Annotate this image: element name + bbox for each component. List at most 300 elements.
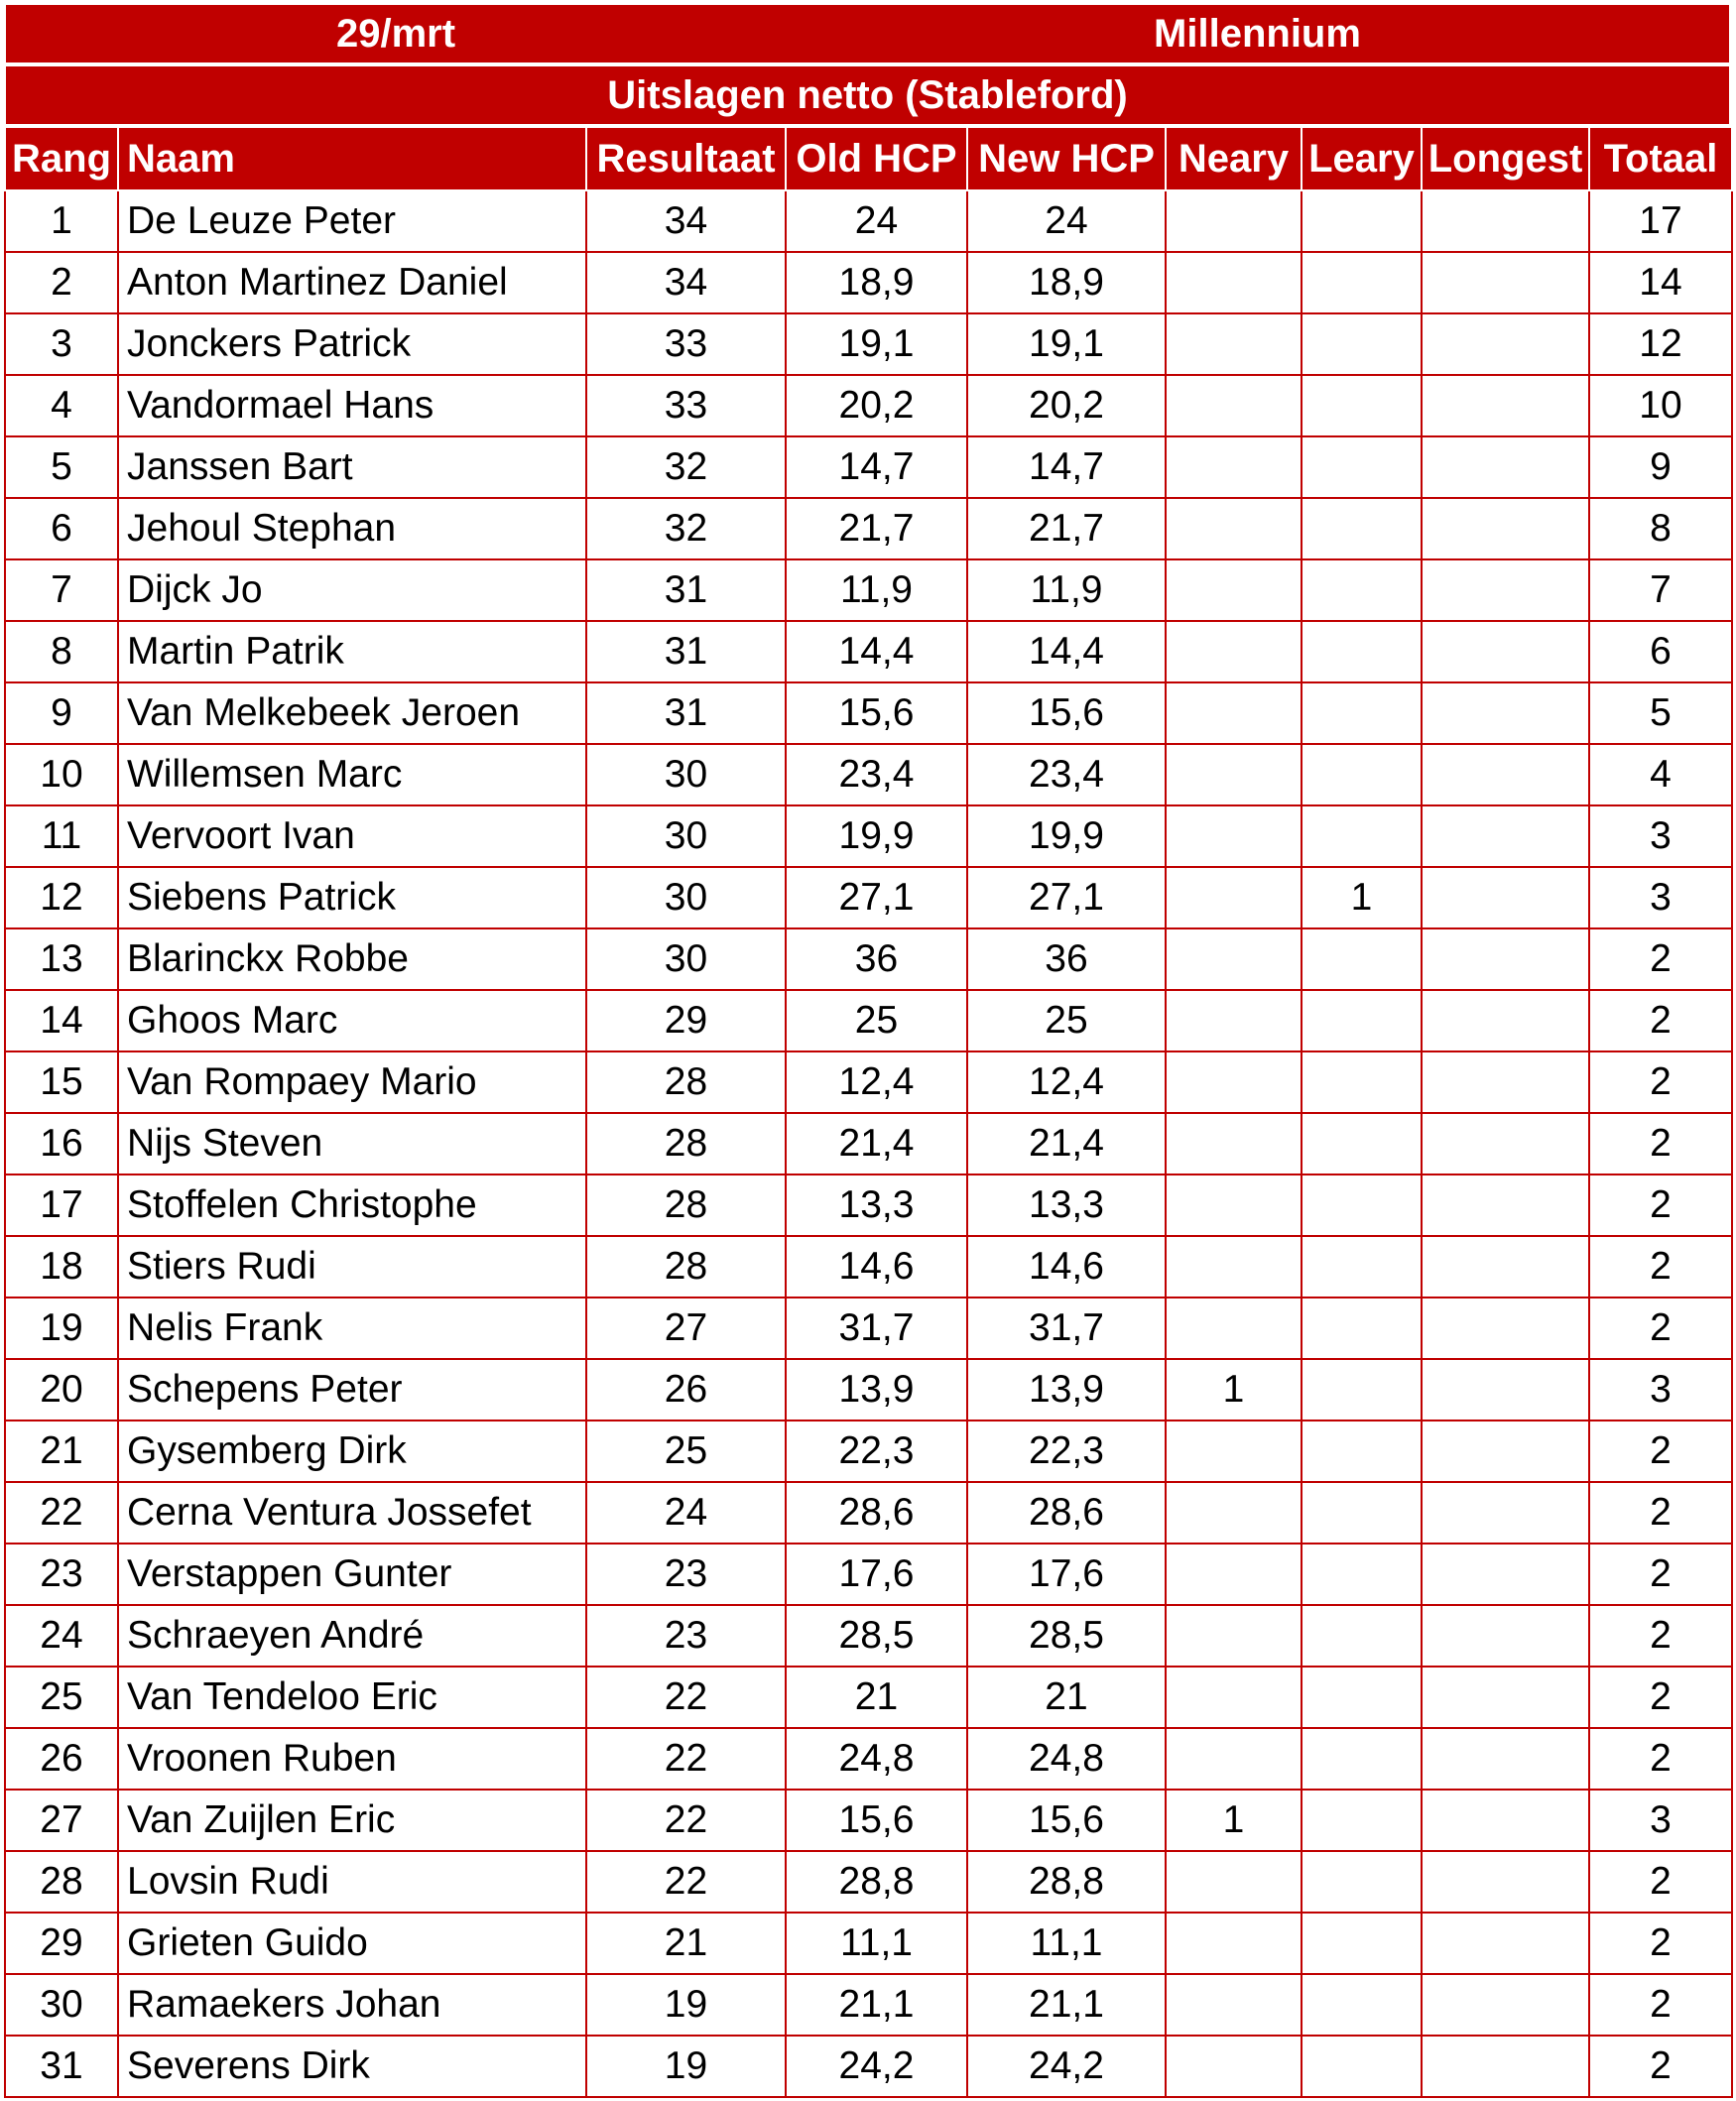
longest-cell [1422, 1421, 1589, 1482]
neary-cell [1166, 1851, 1302, 1913]
longest-cell [1422, 928, 1589, 990]
name-cell: Blarinckx Robbe [118, 928, 586, 990]
table-row [5, 375, 1732, 436]
table-row [5, 1913, 1732, 1974]
col-header-totaal: Totaal [1589, 127, 1732, 190]
neary-cell [1166, 1544, 1302, 1605]
total-cell: 3 [1589, 1359, 1732, 1421]
longest-cell [1422, 682, 1589, 744]
leary-cell [1302, 1482, 1422, 1544]
longest-cell [1422, 1913, 1589, 1974]
old-hcp-cell: 24 [786, 190, 967, 252]
new-hcp-cell: 25 [967, 990, 1166, 1051]
result-cell: 32 [586, 498, 786, 559]
total-cell: 2 [1589, 1236, 1732, 1298]
subtitle-label: Uitslagen netto (Stableford) [607, 73, 1128, 117]
name-cell: Jehoul Stephan [118, 498, 586, 559]
neary-cell: 1 [1166, 1359, 1302, 1421]
old-hcp-cell: 17,6 [786, 1544, 967, 1605]
result-cell: 26 [586, 1359, 786, 1421]
result-cell: 30 [586, 928, 786, 990]
result-cell: 31 [586, 682, 786, 744]
table-row [5, 682, 1732, 744]
new-hcp-cell: 14,6 [967, 1236, 1166, 1298]
total-cell: 2 [1589, 1544, 1732, 1605]
name-cell: Siebens Patrick [118, 867, 586, 928]
col-header-naam: Naam [118, 127, 586, 190]
longest-cell [1422, 498, 1589, 559]
total-cell: 2 [1589, 1298, 1732, 1359]
result-cell: 33 [586, 313, 786, 375]
leary-cell [1302, 1298, 1422, 1359]
longest-cell [1422, 1236, 1589, 1298]
old-hcp-cell: 28,8 [786, 1851, 967, 1913]
longest-cell [1422, 1667, 1589, 1728]
total-cell: 2 [1589, 1728, 1732, 1790]
total-cell: 5 [1589, 682, 1732, 744]
total-cell: 2 [1589, 1113, 1732, 1174]
name-cell: Gysemberg Dirk [118, 1421, 586, 1482]
leary-cell [1302, 498, 1422, 559]
col-header-neary: Neary [1166, 127, 1302, 190]
longest-cell [1422, 190, 1589, 252]
new-hcp-cell: 28,8 [967, 1851, 1166, 1913]
leary-cell [1302, 1544, 1422, 1605]
table-row [5, 2036, 1732, 2097]
rank-cell: 4 [5, 375, 118, 436]
new-hcp-cell: 27,1 [967, 867, 1166, 928]
old-hcp-cell: 12,4 [786, 1051, 967, 1113]
col-header-resultaat: Resultaat [586, 127, 786, 190]
table-row [5, 1728, 1732, 1790]
result-cell: 34 [586, 190, 786, 252]
old-hcp-cell: 22,3 [786, 1421, 967, 1482]
name-cell: Ramaekers Johan [118, 1974, 586, 2036]
leary-cell [1302, 1605, 1422, 1667]
leary-cell [1302, 744, 1422, 805]
total-cell: 2 [1589, 990, 1732, 1051]
neary-cell [1166, 990, 1302, 1051]
longest-cell [1422, 621, 1589, 682]
result-cell: 30 [586, 744, 786, 805]
longest-cell [1422, 1790, 1589, 1851]
name-cell: Nelis Frank [118, 1298, 586, 1359]
leary-cell [1302, 436, 1422, 498]
old-hcp-cell: 13,9 [786, 1359, 967, 1421]
name-cell: Van Tendeloo Eric [118, 1667, 586, 1728]
table-row [5, 1482, 1732, 1544]
leary-cell [1302, 1236, 1422, 1298]
neary-cell [1166, 1913, 1302, 1974]
leary-cell [1302, 252, 1422, 313]
rank-cell: 11 [5, 805, 118, 867]
new-hcp-cell: 21 [967, 1667, 1166, 1728]
leary-cell [1302, 1790, 1422, 1851]
leary-cell [1302, 1913, 1422, 1974]
neary-cell [1166, 805, 1302, 867]
rank-cell: 19 [5, 1298, 118, 1359]
name-cell: Schraeyen André [118, 1605, 586, 1667]
total-cell: 4 [1589, 744, 1732, 805]
longest-cell [1422, 1482, 1589, 1544]
total-cell: 2 [1589, 1605, 1732, 1667]
total-cell: 6 [1589, 621, 1732, 682]
longest-cell [1422, 744, 1589, 805]
date-label: 29/mrt [335, 12, 456, 56]
table-row [5, 313, 1732, 375]
old-hcp-cell: 31,7 [786, 1298, 967, 1359]
rank-cell: 16 [5, 1113, 118, 1174]
longest-cell [1422, 1974, 1589, 2036]
results-table [4, 126, 1733, 2098]
neary-cell [1166, 682, 1302, 744]
total-cell: 9 [1589, 436, 1732, 498]
neary-cell [1166, 744, 1302, 805]
neary-cell [1166, 1728, 1302, 1790]
rank-cell: 18 [5, 1236, 118, 1298]
old-hcp-cell: 19,1 [786, 313, 967, 375]
name-cell: Janssen Bart [118, 436, 586, 498]
name-cell: Van Zuijlen Eric [118, 1790, 586, 1851]
total-cell: 8 [1589, 498, 1732, 559]
old-hcp-cell: 21,4 [786, 1113, 967, 1174]
table-row [5, 928, 1732, 990]
name-cell: Cerna Ventura Jossefet [118, 1482, 586, 1544]
old-hcp-cell: 11,9 [786, 559, 967, 621]
total-cell: 2 [1589, 2036, 1732, 2097]
result-cell: 22 [586, 1851, 786, 1913]
neary-cell [1166, 375, 1302, 436]
result-cell: 19 [586, 1974, 786, 2036]
name-cell: De Leuze Peter [118, 190, 586, 252]
result-cell: 31 [586, 621, 786, 682]
rank-cell: 2 [5, 252, 118, 313]
name-cell: Van Rompaey Mario [118, 1051, 586, 1113]
neary-cell [1166, 867, 1302, 928]
new-hcp-cell: 36 [967, 928, 1166, 990]
old-hcp-cell: 28,6 [786, 1482, 967, 1544]
result-cell: 28 [586, 1174, 786, 1236]
longest-cell [1422, 436, 1589, 498]
neary-cell [1166, 1605, 1302, 1667]
total-cell: 2 [1589, 1667, 1732, 1728]
result-cell: 22 [586, 1667, 786, 1728]
table-row [5, 867, 1732, 928]
old-hcp-cell: 19,9 [786, 805, 967, 867]
neary-cell [1166, 1113, 1302, 1174]
old-hcp-cell: 36 [786, 928, 967, 990]
old-hcp-cell: 25 [786, 990, 967, 1051]
longest-cell [1422, 313, 1589, 375]
result-cell: 25 [586, 1421, 786, 1482]
result-cell: 23 [586, 1544, 786, 1605]
leary-cell [1302, 313, 1422, 375]
neary-cell [1166, 498, 1302, 559]
result-cell: 21 [586, 1913, 786, 1974]
old-hcp-cell: 21,7 [786, 498, 967, 559]
new-hcp-cell: 14,4 [967, 621, 1166, 682]
neary-cell [1166, 1421, 1302, 1482]
rank-cell: 21 [5, 1421, 118, 1482]
result-cell: 32 [586, 436, 786, 498]
leary-cell [1302, 1667, 1422, 1728]
total-cell: 3 [1589, 805, 1732, 867]
neary-cell [1166, 1482, 1302, 1544]
rank-cell: 12 [5, 867, 118, 928]
result-cell: 30 [586, 805, 786, 867]
total-cell: 17 [1589, 190, 1732, 252]
longest-cell [1422, 1544, 1589, 1605]
result-cell: 19 [586, 2036, 786, 2097]
new-hcp-cell: 23,4 [967, 744, 1166, 805]
rank-cell: 8 [5, 621, 118, 682]
longest-cell [1422, 1051, 1589, 1113]
total-cell: 14 [1589, 252, 1732, 313]
neary-cell [1166, 928, 1302, 990]
table-row [5, 621, 1732, 682]
old-hcp-cell: 15,6 [786, 682, 967, 744]
total-cell: 10 [1589, 375, 1732, 436]
name-cell: Willemsen Marc [118, 744, 586, 805]
leary-cell [1302, 190, 1422, 252]
new-hcp-cell: 28,5 [967, 1605, 1166, 1667]
name-cell: Jonckers Patrick [118, 313, 586, 375]
table-row [5, 1667, 1732, 1728]
name-cell: Vandormael Hans [118, 375, 586, 436]
new-hcp-cell: 24,2 [967, 2036, 1166, 2097]
table-row [5, 744, 1732, 805]
new-hcp-cell: 24 [967, 190, 1166, 252]
old-hcp-cell: 14,4 [786, 621, 967, 682]
longest-cell [1422, 375, 1589, 436]
neary-cell [1166, 1667, 1302, 1728]
longest-cell [1422, 1174, 1589, 1236]
new-hcp-cell: 20,2 [967, 375, 1166, 436]
total-cell: 2 [1589, 1051, 1732, 1113]
new-hcp-cell: 31,7 [967, 1298, 1166, 1359]
leary-cell [1302, 1113, 1422, 1174]
table-row [5, 1974, 1732, 2036]
rank-cell: 15 [5, 1051, 118, 1113]
neary-cell [1166, 1974, 1302, 2036]
old-hcp-cell: 14,6 [786, 1236, 967, 1298]
rank-cell: 10 [5, 744, 118, 805]
new-hcp-cell: 19,9 [967, 805, 1166, 867]
name-cell: Stoffelen Christophe [118, 1174, 586, 1236]
result-cell: 28 [586, 1236, 786, 1298]
total-cell: 2 [1589, 1974, 1732, 2036]
name-cell: Ghoos Marc [118, 990, 586, 1051]
new-hcp-cell: 14,7 [967, 436, 1166, 498]
col-header-leary: Leary [1302, 127, 1422, 190]
longest-cell [1422, 1359, 1589, 1421]
old-hcp-cell: 27,1 [786, 867, 967, 928]
old-hcp-cell: 28,5 [786, 1605, 967, 1667]
new-hcp-cell: 18,9 [967, 252, 1166, 313]
new-hcp-cell: 21,4 [967, 1113, 1166, 1174]
col-header-longest: Longest [1422, 127, 1589, 190]
old-hcp-cell: 21 [786, 1667, 967, 1728]
longest-cell [1422, 805, 1589, 867]
neary-cell: 1 [1166, 1790, 1302, 1851]
name-cell: Grieten Guido [118, 1913, 586, 1974]
table-row [5, 436, 1732, 498]
rank-cell: 24 [5, 1605, 118, 1667]
course-label: Millennium [1154, 12, 1361, 56]
rank-cell: 25 [5, 1667, 118, 1728]
leary-cell [1302, 1174, 1422, 1236]
leary-cell [1302, 1974, 1422, 2036]
leary-cell [1302, 1051, 1422, 1113]
leary-cell [1302, 1728, 1422, 1790]
old-hcp-cell: 18,9 [786, 252, 967, 313]
leary-cell [1302, 805, 1422, 867]
leary-cell [1302, 990, 1422, 1051]
rank-cell: 30 [5, 1974, 118, 2036]
neary-cell [1166, 252, 1302, 313]
new-hcp-cell: 13,3 [967, 1174, 1166, 1236]
leary-cell [1302, 621, 1422, 682]
total-cell: 2 [1589, 1913, 1732, 1974]
total-cell: 12 [1589, 313, 1732, 375]
neary-cell [1166, 559, 1302, 621]
new-hcp-cell: 21,1 [967, 1974, 1166, 2036]
results-body [5, 190, 1732, 2097]
table-row [5, 252, 1732, 313]
longest-cell [1422, 1605, 1589, 1667]
old-hcp-cell: 13,3 [786, 1174, 967, 1236]
col-header-old-hcp: Old HCP [786, 127, 967, 190]
rank-cell: 14 [5, 990, 118, 1051]
new-hcp-cell: 22,3 [967, 1421, 1166, 1482]
rank-cell: 22 [5, 1482, 118, 1544]
neary-cell [1166, 313, 1302, 375]
old-hcp-cell: 24,2 [786, 2036, 967, 2097]
neary-cell [1166, 190, 1302, 252]
name-cell: Dijck Jo [118, 559, 586, 621]
leary-cell [1302, 1359, 1422, 1421]
col-header-new-hcp: New HCP [967, 127, 1166, 190]
name-cell: Stiers Rudi [118, 1236, 586, 1298]
result-cell: 28 [586, 1113, 786, 1174]
neary-cell [1166, 2036, 1302, 2097]
name-cell: Verstappen Gunter [118, 1544, 586, 1605]
name-cell: Anton Martinez Daniel [118, 252, 586, 313]
neary-cell [1166, 1236, 1302, 1298]
table-row [5, 190, 1732, 252]
total-cell: 2 [1589, 1421, 1732, 1482]
neary-cell [1166, 1298, 1302, 1359]
result-cell: 22 [586, 1728, 786, 1790]
new-hcp-cell: 17,6 [967, 1544, 1166, 1605]
result-cell: 31 [586, 559, 786, 621]
longest-cell [1422, 1851, 1589, 1913]
table-row [5, 1851, 1732, 1913]
name-cell: Van Melkebeek Jeroen [118, 682, 586, 744]
rank-cell: 23 [5, 1544, 118, 1605]
longest-cell [1422, 1728, 1589, 1790]
rank-cell: 20 [5, 1359, 118, 1421]
old-hcp-cell: 23,4 [786, 744, 967, 805]
leary-cell [1302, 375, 1422, 436]
table-row [5, 1298, 1732, 1359]
table-row [5, 498, 1732, 559]
longest-cell [1422, 1298, 1589, 1359]
name-cell: Severens Dirk [118, 2036, 586, 2097]
neary-cell [1166, 621, 1302, 682]
table-row [5, 1790, 1732, 1851]
rank-cell: 5 [5, 436, 118, 498]
old-hcp-cell: 11,1 [786, 1913, 967, 1974]
result-cell: 29 [586, 990, 786, 1051]
rank-cell: 27 [5, 1790, 118, 1851]
table-row [5, 1421, 1732, 1482]
rank-cell: 17 [5, 1174, 118, 1236]
total-cell: 7 [1589, 559, 1732, 621]
rank-cell: 13 [5, 928, 118, 990]
neary-cell [1166, 1051, 1302, 1113]
rank-cell: 26 [5, 1728, 118, 1790]
new-hcp-cell: 11,9 [967, 559, 1166, 621]
leary-cell [1302, 928, 1422, 990]
table-row [5, 1051, 1732, 1113]
name-cell: Nijs Steven [118, 1113, 586, 1174]
leary-cell [1302, 1851, 1422, 1913]
old-hcp-cell: 24,8 [786, 1728, 967, 1790]
new-hcp-cell: 15,6 [967, 1790, 1166, 1851]
leary-cell [1302, 1421, 1422, 1482]
subtitle-band [4, 64, 1731, 126]
result-cell: 33 [586, 375, 786, 436]
table-row [5, 559, 1732, 621]
old-hcp-cell: 21,1 [786, 1974, 967, 2036]
rank-cell: 3 [5, 313, 118, 375]
total-cell: 3 [1589, 867, 1732, 928]
rank-cell: 7 [5, 559, 118, 621]
total-cell: 2 [1589, 1851, 1732, 1913]
leary-cell [1302, 559, 1422, 621]
column-header-row [5, 127, 1732, 190]
table-row [5, 805, 1732, 867]
rank-cell: 6 [5, 498, 118, 559]
longest-cell [1422, 559, 1589, 621]
longest-cell [1422, 990, 1589, 1051]
rank-cell: 31 [5, 2036, 118, 2097]
result-cell: 24 [586, 1482, 786, 1544]
results-sheet [4, 3, 1731, 2098]
name-cell: Schepens Peter [118, 1359, 586, 1421]
name-cell: Vroonen Ruben [118, 1728, 586, 1790]
total-cell: 2 [1589, 1482, 1732, 1544]
longest-cell [1422, 867, 1589, 928]
old-hcp-cell: 15,6 [786, 1790, 967, 1851]
old-hcp-cell: 20,2 [786, 375, 967, 436]
new-hcp-cell: 15,6 [967, 682, 1166, 744]
total-cell: 2 [1589, 1174, 1732, 1236]
result-cell: 22 [586, 1790, 786, 1851]
table-row [5, 1605, 1732, 1667]
table-row [5, 990, 1732, 1051]
longest-cell [1422, 1113, 1589, 1174]
new-hcp-cell: 24,8 [967, 1728, 1166, 1790]
new-hcp-cell: 11,1 [967, 1913, 1166, 1974]
table-row [5, 1359, 1732, 1421]
result-cell: 28 [586, 1051, 786, 1113]
result-cell: 23 [586, 1605, 786, 1667]
leary-cell [1302, 2036, 1422, 2097]
new-hcp-cell: 19,1 [967, 313, 1166, 375]
neary-cell [1166, 436, 1302, 498]
